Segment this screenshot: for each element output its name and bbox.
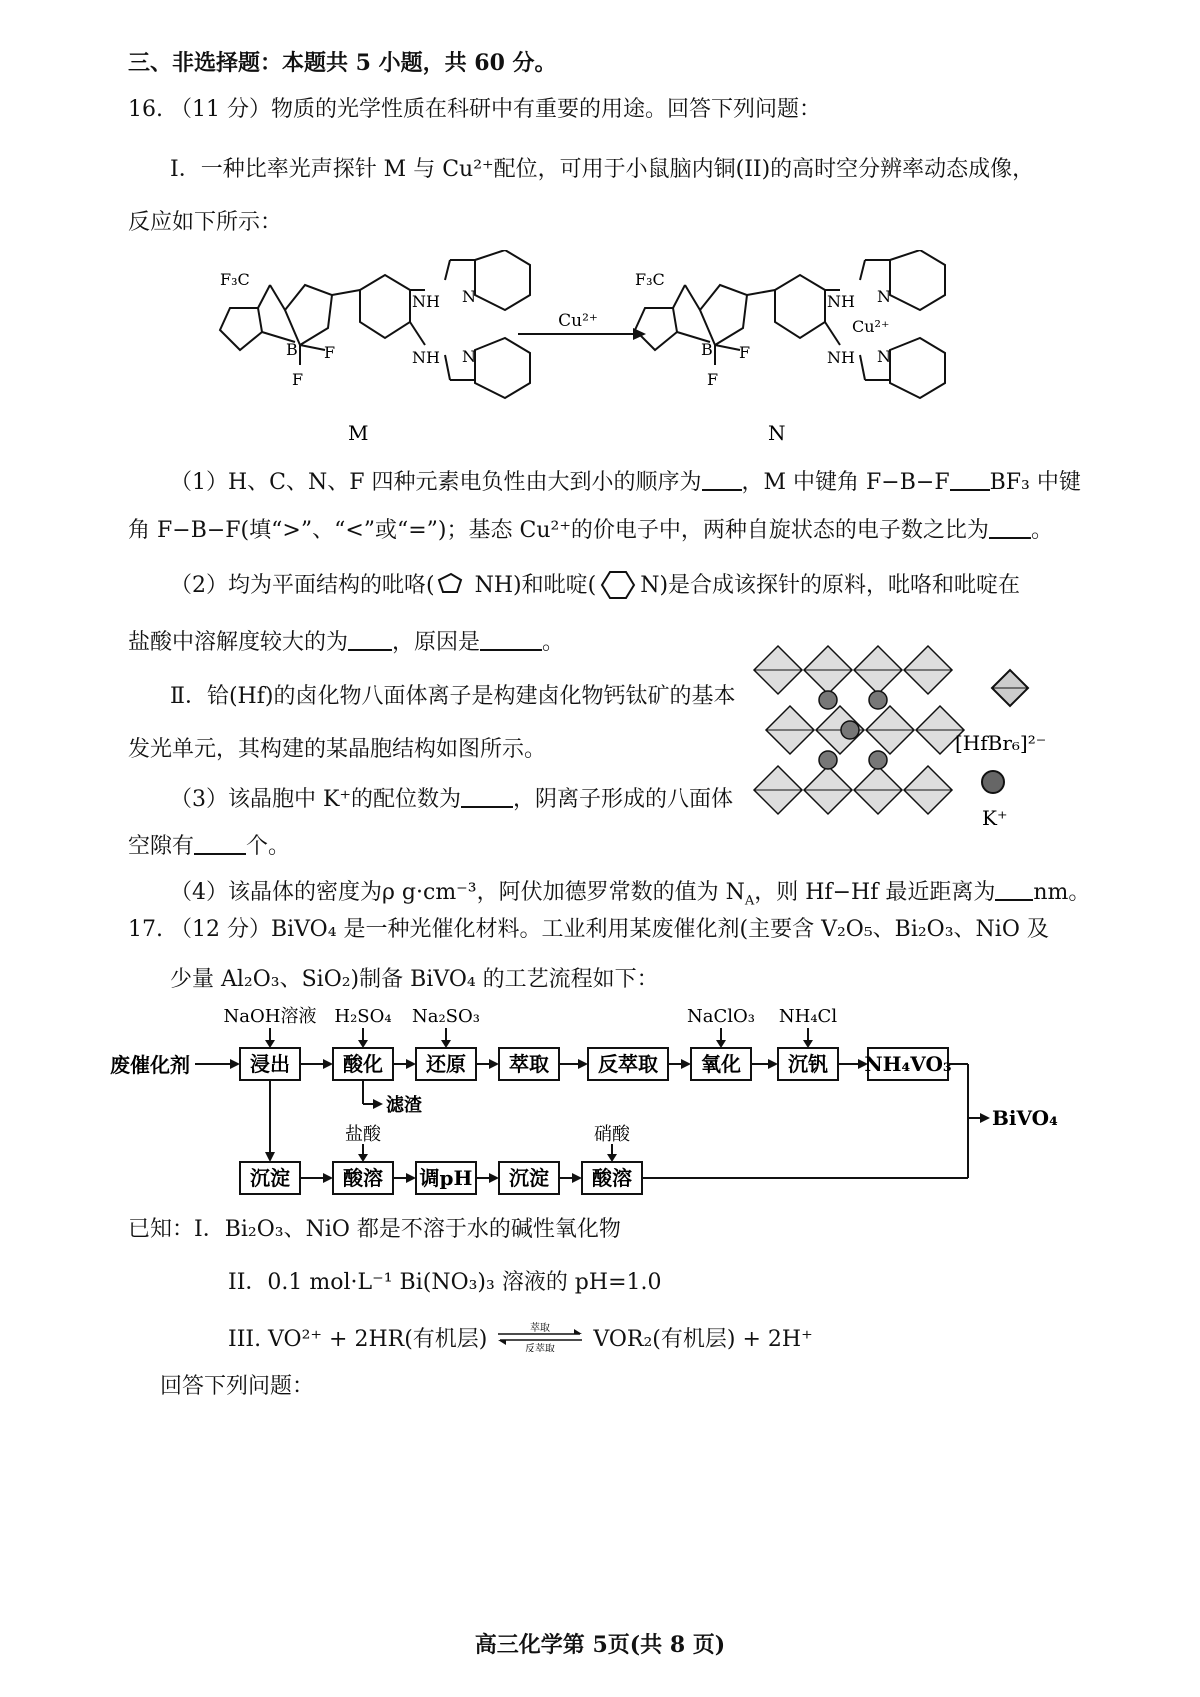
pyrrole-icon: [435, 572, 475, 598]
reaction-scheme: [200, 250, 980, 450]
q17-header-cont: 少量 Al₂O₃、SiO₂)制备 BiVO₄ 的工艺流程如下：: [170, 967, 659, 992]
q17-known-2: II．0.1 mol·L⁻¹ Bi(NO₃)₃ 溶液的 pH=1.0: [228, 1270, 662, 1295]
flow-start-label: 废催化剂: [110, 1053, 190, 1077]
q17-known-3: III. VO²⁺ + 2HR(有机层) 萃取 反萃取 VOR₂(有机层) + 2H⁺: [228, 1322, 813, 1355]
equilibrium-forward-label: 萃取: [530, 1323, 551, 1334]
flow-product-label: BiVO₄: [992, 1106, 1058, 1130]
flow-box-acidify-label: 酸化: [343, 1052, 383, 1076]
q16-sub2-line2: 盐酸中溶解度较大的为 ，原因是 。: [128, 630, 565, 655]
n-nh-top: NH: [827, 292, 855, 311]
q17-answer-prompt: 回答下列问题：: [160, 1374, 315, 1399]
q16-sub2-line1: （2）均为平面结构的吡咯( NH)和吡啶( N)是合成该探针的原料，吡咯和吡啶在: [170, 570, 1020, 601]
flow-box-back-extract-label: 反萃取: [598, 1052, 658, 1076]
m-f2-label: F: [324, 343, 336, 362]
equilibrium-reverse-label: 反萃取: [525, 1344, 556, 1352]
q17-known-1: 已知：I．Bi₂O₃、NiO 都是不溶于水的碱性氧化物: [128, 1217, 621, 1242]
m-f3c-label: F₃C: [220, 270, 250, 289]
flow-box-adjust-ph-label: 调pH: [419, 1166, 473, 1190]
q16-part2-intro-cont: 发光单元，其构建的某晶胞结构如图所示。: [128, 737, 547, 762]
q16-part1-intro: Ⅰ．一种比率光声探针 M 与 Cu²⁺配位，可用于小鼠脑内铜(II)的高时空分辨率动态成像，: [170, 157, 1035, 182]
flow-box-reduce-label: 还原: [426, 1052, 466, 1076]
n-b-label: B: [701, 340, 713, 359]
reagent-naoh: NaOH溶液: [223, 1006, 317, 1027]
flow-box-bottom-dissolve-1-label: 酸溶: [343, 1166, 383, 1190]
q16-part1-intro-cont: 反应如下所示：: [128, 210, 283, 235]
q16-sub3-line2: 空隙有 个。: [128, 834, 291, 859]
legend-cation-icon: [982, 771, 1004, 793]
m-pyridine-n-top: N: [462, 287, 476, 306]
k-ion: [869, 691, 887, 709]
flow-bottom-row: [240, 1162, 642, 1194]
k-ion: [841, 721, 859, 739]
process-flowchart: [110, 1000, 1110, 1210]
molecule-n: [635, 250, 945, 398]
n-cu-center: Cu²⁺: [852, 317, 890, 336]
legend-octahedron-icon: [992, 670, 1028, 706]
k-ion: [819, 691, 837, 709]
flow-box-precipitate-v-label: 沉钒: [788, 1052, 828, 1076]
q16-sub4: （4）该晶体的密度为ρ g·cm⁻³，阿伏加德罗常数的值为 $N_A$，则 Hf−Hf 最近距离为 nm。: [170, 880, 1091, 909]
n-f-label: F: [707, 370, 719, 389]
m-pyridine-n-bottom: N: [462, 347, 476, 366]
q16-sub3-line1: （3）该晶胞中 K⁺的配位数为 ，阴离子形成的八面体: [170, 787, 734, 812]
label-m: M: [348, 421, 369, 445]
flow-top-row: [240, 1048, 952, 1080]
molecule-m: [220, 250, 530, 398]
equilibrium-arrow-icon: [494, 1322, 586, 1352]
n-pyridine-n-bottom: N: [877, 347, 891, 366]
page-footer: 高三化学第 5页(共 8 页): [474, 1632, 726, 1658]
reaction-reagent: Cu²⁺: [558, 311, 598, 331]
q16-sub1-line2: 角 F−B−F(填“>”、“<”或“=”)；基态 Cu²⁺的价电子中，两种自旋状态的电子数之比为 。: [128, 518, 1053, 543]
k-ion: [869, 751, 887, 769]
n-nh-bottom: NH: [827, 348, 855, 367]
m-b-label: B: [286, 340, 298, 359]
crystal-cell-figure: [750, 640, 1080, 870]
n-f2-label: F: [739, 343, 751, 362]
flow-box-bottom-dissolve-2-label: 酸溶: [592, 1166, 632, 1190]
n-pyridine-n-top: N: [877, 287, 891, 306]
flow-top-reagents: [224, 1006, 838, 1048]
q16-sub1-line1: （1）H、C、N、F 四种元素电负性由大到小的顺序为 ，M 中键角 F−B−F BF₃ 中键: [170, 470, 1081, 495]
flow-box-bottom-precipitate-1-label: 沉淀: [250, 1166, 290, 1190]
reagent-h2so4: H₂SO₄: [334, 1006, 392, 1027]
q17-header: 17. （12 分）BiVO₄ 是一种光催化材料。工业利用某废催化剂(主要含 V₂O₅、Bi₂O₃、NiO 及: [128, 917, 1049, 942]
q16-part2-intro: Ⅱ．铪(Hf)的卤化物八面体离子是构建卤化物钙钛矿的基本: [170, 684, 736, 709]
flow-box-bottom-precipitate-2-label: 沉淀: [509, 1166, 549, 1190]
flow-residue-label: 滤渣: [386, 1095, 422, 1116]
flow-box-extract-label: 萃取: [509, 1052, 549, 1076]
flow-box-leach-label: 浸出: [250, 1052, 290, 1076]
reagent-naclo3: NaClO₃: [687, 1006, 755, 1027]
k-ion: [819, 751, 837, 769]
reagent-na2so3: Na₂SO₃: [411, 1006, 481, 1027]
n-f3c-label: F₃C: [635, 270, 665, 289]
legend-cation-label: K⁺: [982, 806, 1008, 830]
reagent-hno3: 硝酸: [594, 1124, 630, 1145]
q16-header: 16. （11 分）物质的光学性质在科研中有重要的用途。回答下列问题：: [128, 97, 821, 122]
label-n: N: [768, 421, 786, 445]
reagent-nh4cl: NH₄Cl: [778, 1006, 838, 1027]
m-nh-bottom: NH: [412, 348, 440, 367]
legend-anion-label: [HfBr₆]²⁻: [955, 731, 1047, 755]
reagent-hcl: 盐酸: [345, 1124, 381, 1145]
m-f-label: F: [292, 370, 304, 389]
m-nh-top: NH: [412, 292, 440, 311]
flow-box-nh4vo3-label: NH₄VO₃: [864, 1052, 952, 1076]
flow-box-oxidize-label: 氧化: [701, 1052, 741, 1076]
pyridine-icon: [596, 570, 640, 600]
section-title: 三、非选择题：本题共 5 小题，共 60 分。: [128, 50, 557, 76]
